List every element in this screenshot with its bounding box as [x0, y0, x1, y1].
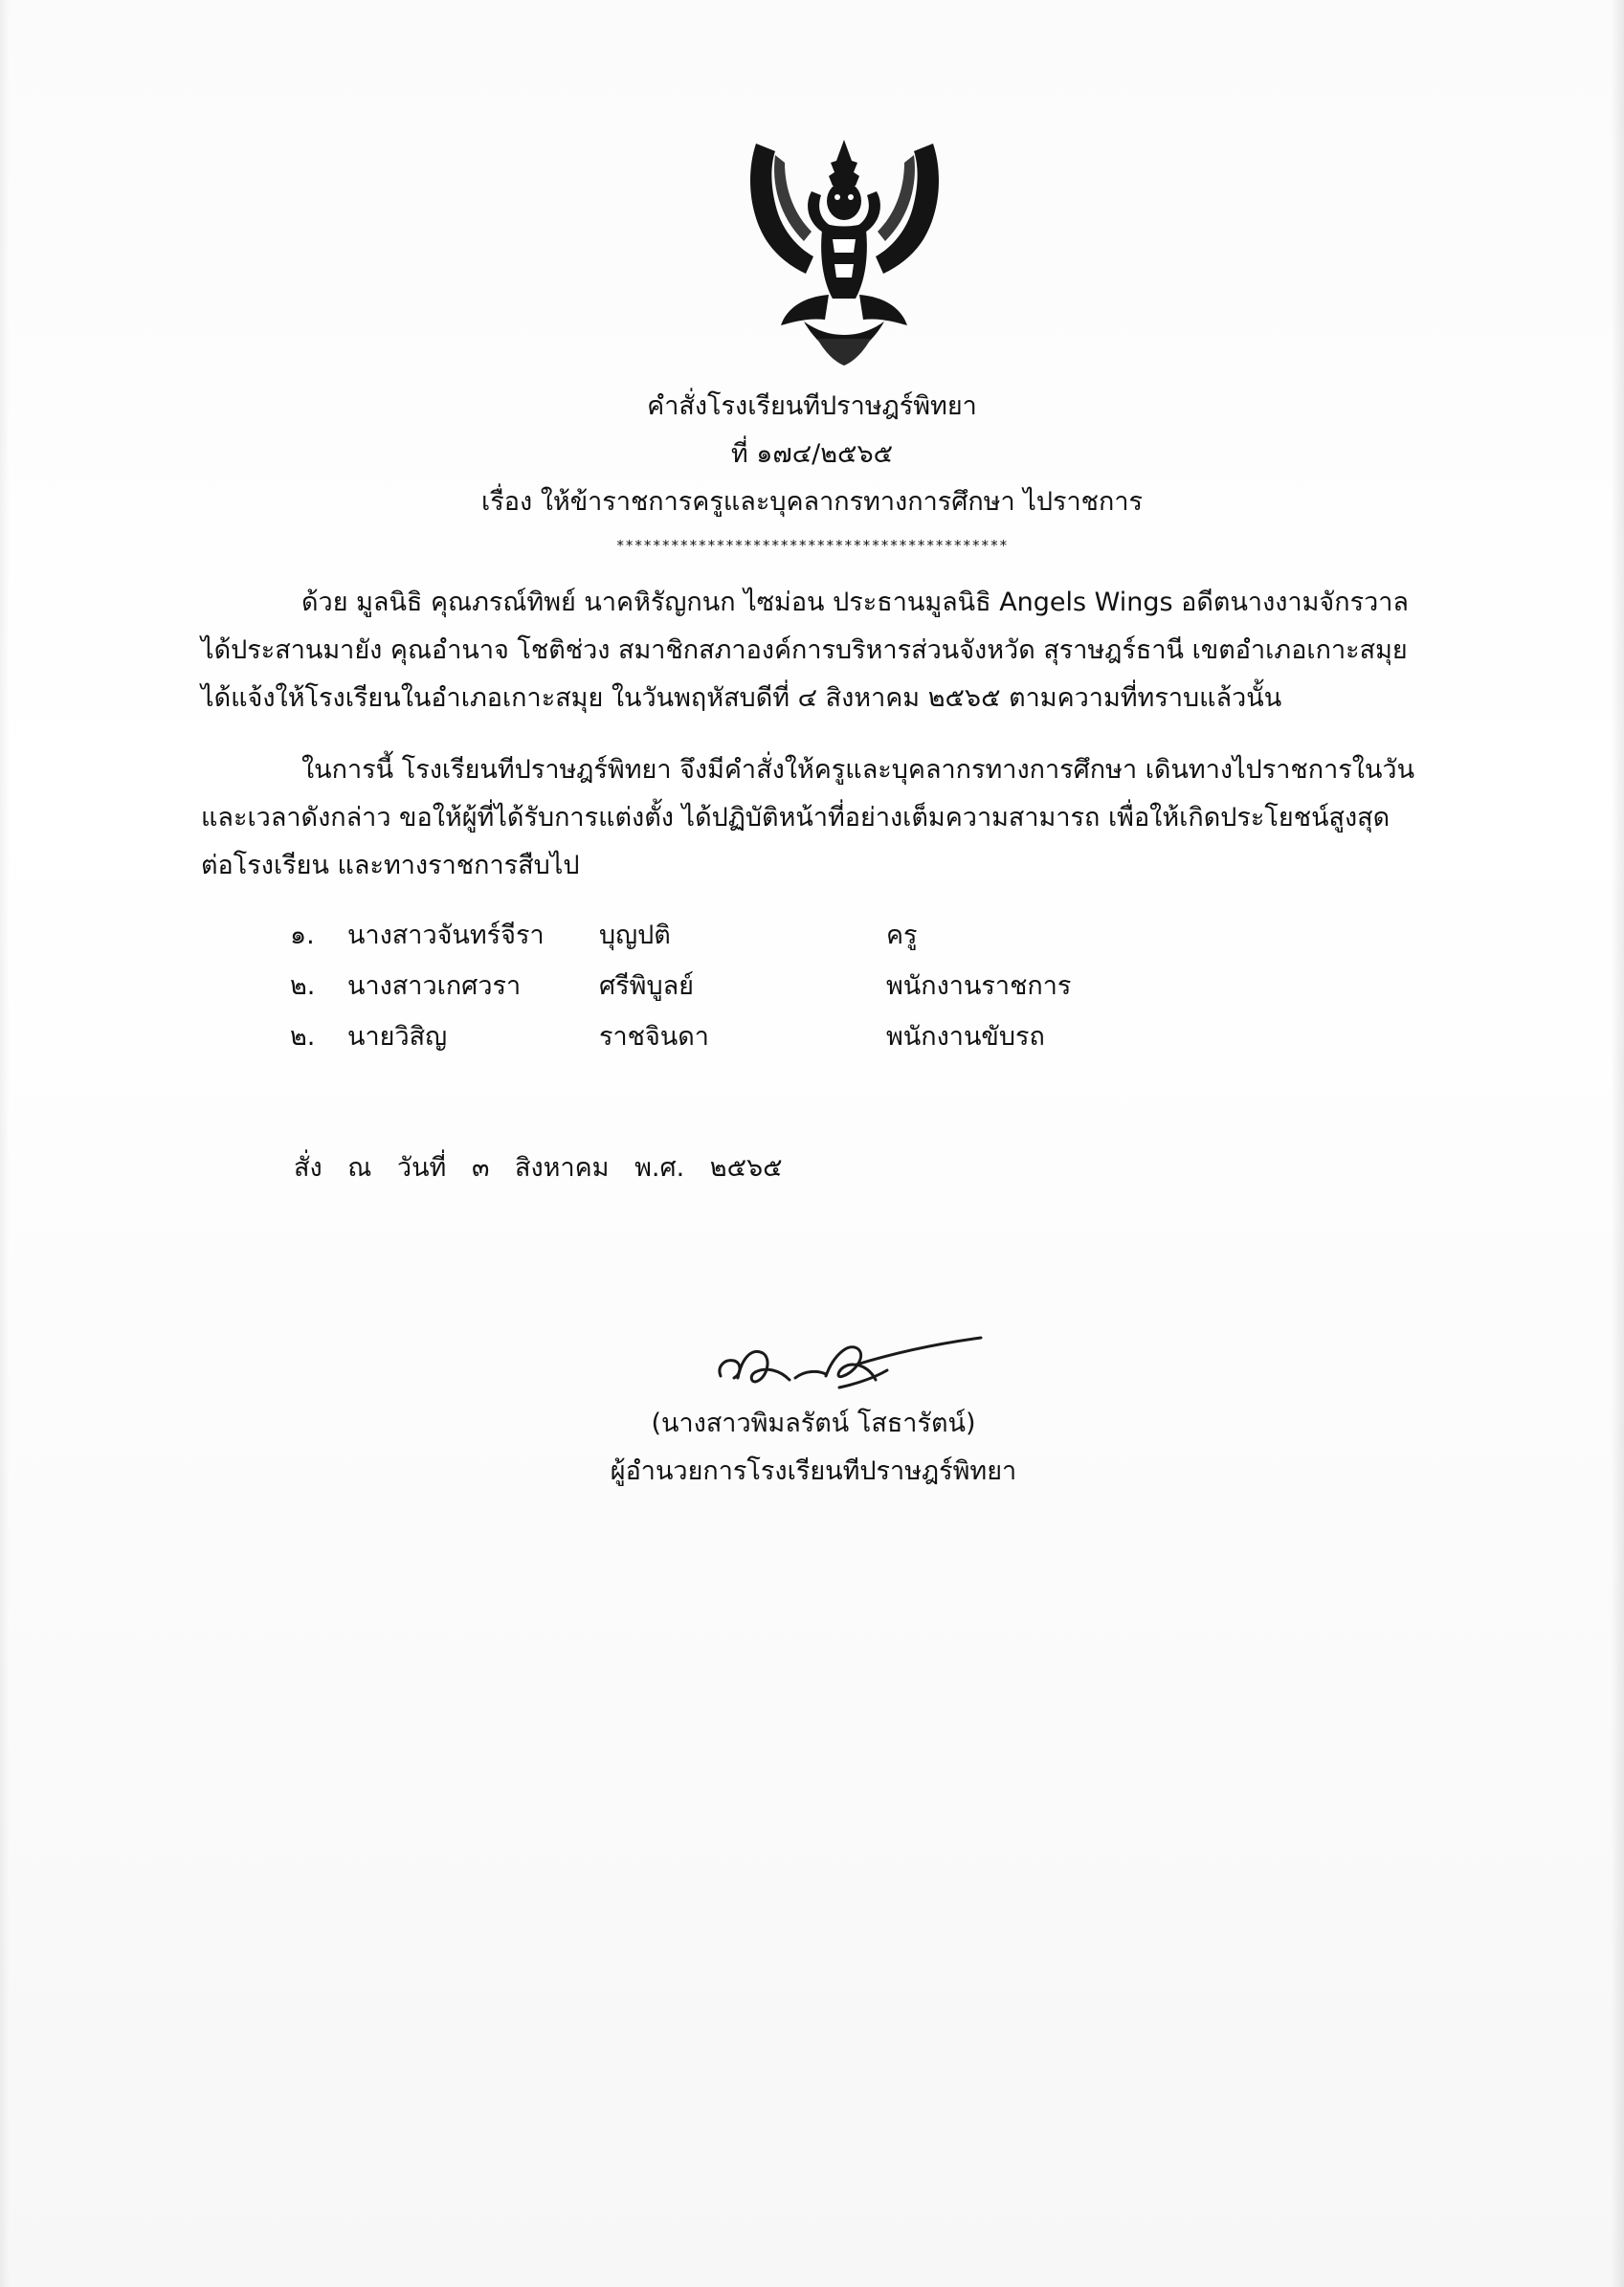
issued-era: พ.ศ.	[634, 1153, 685, 1183]
signer-title: ผู้อำนวยการโรงเรียนทีปราษฎร์พิทยา	[610, 1456, 1017, 1486]
paragraph-line: และเวลาดังกล่าว ขอให้ผู้ที่ได้รับการแต่งตั้ง ได้ปฏิบัติหน้าที่อย่างเต็มความสามารถ เพื่อให้เกิดประโยชน์สูงสุด	[201, 803, 1390, 833]
order-title: คำสั่งโรงเรียนทีปราษฎร์พิทยา	[647, 391, 977, 421]
staff-index: ๒.	[290, 971, 316, 1001]
staff-position: ครู	[886, 921, 918, 950]
paragraph-line: ได้ประสานมายัง คุณอำนาจ โชติช่วง สมาชิกสภาองค์การบริหารส่วนจังหวัด สุราษฎร์ธานี เขตอำเภอเกาะสมุย	[201, 635, 1408, 665]
signer-name: (นางสาวพิมลรัตน์ โสธารัตน์)	[651, 1409, 976, 1438]
issued-month: สิงหาคม	[515, 1153, 610, 1183]
garuda-emblem-icon	[737, 134, 952, 368]
staff-row	[290, 914, 1151, 965]
staff-name: นางสาวจันทร์จีรา	[347, 921, 545, 950]
issued-word: ณ	[347, 1153, 372, 1183]
paragraph-background	[201, 579, 1469, 722]
paragraph-order	[201, 746, 1469, 890]
paragraph-line: ด้วย มูลนิธิ คุณภรณ์ทิพย์ นาคหิรัญกนก ไซม่อน ประธานมูลนิธิ Angels Wings อดีตนางงามจักรวาล	[301, 588, 1409, 617]
paper-right-edge	[1611, 0, 1624, 2287]
paper-left-edge	[0, 0, 10, 2287]
issued-year: ๒๕๖๕	[709, 1153, 783, 1183]
issued-date	[294, 1146, 800, 1188]
order-number: ที่ ๑๗๔/๒๕๖๕	[730, 439, 894, 469]
staff-surname: ราชจินดา	[599, 1022, 709, 1052]
staff-index: ๒.	[290, 1022, 316, 1052]
staff-position: พนักงานขับรถ	[886, 1022, 1045, 1052]
staff-row	[290, 965, 1151, 1015]
handwritten-signature-icon	[713, 1321, 990, 1397]
staff-surname: บุญปติ	[599, 921, 671, 950]
order-subject: เรื่อง ให้ข้าราชการครูและบุคลากรทางการศึกษา ไปราชการ	[481, 487, 1143, 517]
staff-name: นางสาวเกศวรา	[347, 971, 522, 1001]
staff-index: ๑.	[290, 921, 315, 950]
issued-word: วันที่	[396, 1153, 447, 1183]
staff-list	[290, 914, 1151, 1066]
paragraph-line: ได้แจ้งให้โรงเรียนในอำเภอเกาะสมุย ในวันพฤหัสบดีที่ ๔ สิงหาคม ๒๕๖๕ ตามความที่ทราบแล้วนั้น	[201, 683, 1282, 713]
paragraph-line: ต่อโรงเรียน และทางราชการสืบไป	[201, 851, 580, 880]
issued-word: สั่ง	[294, 1153, 323, 1183]
staff-position: พนักงานราชการ	[886, 971, 1072, 1001]
separator-line: *******************************************	[615, 537, 1009, 554]
staff-name: นายวิสิญ	[347, 1022, 448, 1052]
issued-day: ๓	[471, 1153, 490, 1183]
staff-row	[290, 1015, 1151, 1066]
staff-surname: ศรีพิบูลย์	[599, 971, 694, 1001]
paragraph-line: ในการนี้ โรงเรียนทีปราษฎร์พิทยา จึงมีคำสั่งให้ครูและบุคลากรทางการศึกษา เดินทางไปราชการในวัน	[301, 755, 1415, 785]
